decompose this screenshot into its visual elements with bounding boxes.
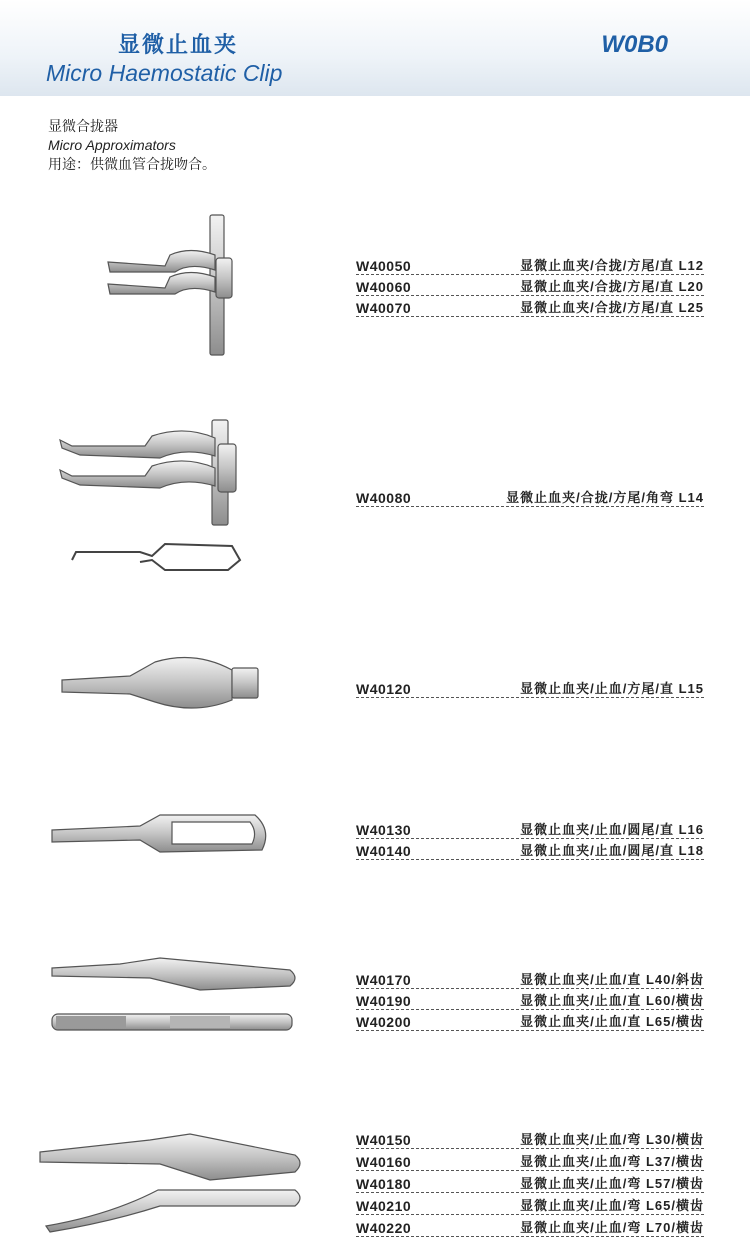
product-code: W40120: [356, 681, 412, 697]
product-description: 显微止血夹/止血/弯 L57/横齿: [520, 1176, 704, 1191]
section-code: W0B0: [601, 31, 668, 58]
product-description: 显微止血夹/止血/弯 L37/横齿: [520, 1154, 704, 1169]
wire-applicator-illustration: [72, 544, 240, 570]
product-code: W40170: [356, 972, 412, 988]
product-code: W40160: [356, 1154, 412, 1170]
product-code: W40080: [356, 490, 412, 506]
clip-square-tail-illustration: [62, 658, 258, 709]
product-code: W40220: [356, 1220, 412, 1236]
product-code: W40130: [356, 822, 412, 838]
product-code: W40050: [356, 258, 412, 274]
approximator-angled-illustration: [60, 420, 236, 525]
product-description: 显微止血夹/止血/直 L40/斜齿: [520, 972, 704, 987]
clip-curved-forceps-illustration: [40, 1134, 300, 1232]
title-english: Micro Haemostatic Clip: [46, 60, 283, 86]
product-row: [356, 1172, 704, 1193]
clip-round-tail-illustration: [52, 815, 266, 852]
product-code: W40210: [356, 1198, 412, 1214]
product-description: 显微止血夹/合拢/方尾/角弯 L14: [506, 490, 704, 505]
intro-chinese-title: 显微合拢器: [48, 118, 118, 134]
product-row: [356, 1128, 704, 1149]
product-row: [356, 818, 704, 839]
intro-usage: 用途：供微血管合拢吻合。: [48, 156, 216, 172]
product-row: [356, 1150, 704, 1171]
product-row: [356, 254, 704, 275]
product-row: [356, 486, 704, 507]
approximator-straight-illustration: [108, 215, 232, 355]
intro-english-title: Micro Approximators: [48, 137, 176, 153]
product-description: 显微止血夹/止血/弯 L30/横齿: [520, 1132, 704, 1147]
product-description: 显微止血夹/止血/方尾/直 L15: [520, 681, 704, 696]
product-code: W40200: [356, 1014, 412, 1030]
product-description: 显微止血夹/合拢/方尾/直 L25: [520, 300, 704, 315]
product-code: W40060: [356, 279, 412, 295]
product-row: [356, 1010, 704, 1031]
product-row: [356, 677, 704, 698]
product-code: W40070: [356, 300, 412, 316]
product-description: 显微止血夹/止血/圆尾/直 L18: [520, 843, 704, 858]
product-description: 显微止血夹/止血/直 L65/横齿: [520, 1014, 704, 1029]
clip-straight-forceps-illustration: [52, 958, 295, 1030]
product-row: [356, 1216, 704, 1237]
product-code: W40190: [356, 993, 412, 1009]
product-row: [356, 1194, 704, 1215]
product-description: 显微止血夹/止血/弯 L70/横齿: [520, 1220, 704, 1235]
product-description: 显微止血夹/合拢/方尾/直 L12: [520, 258, 704, 273]
product-description: 显微止血夹/止血/弯 L65/横齿: [520, 1198, 704, 1213]
title-chinese: 显微止血夹: [118, 32, 239, 57]
product-row: [356, 839, 704, 860]
product-row: [356, 296, 704, 317]
product-description: 显微止血夹/止血/直 L60/横齿: [520, 993, 704, 1008]
product-code: W40140: [356, 843, 412, 859]
product-description: 显微止血夹/合拢/方尾/直 L20: [520, 279, 704, 294]
product-row: [356, 275, 704, 296]
product-code: W40150: [356, 1132, 412, 1148]
product-row: [356, 968, 704, 989]
product-description: 显微止血夹/止血/圆尾/直 L16: [520, 822, 704, 837]
product-row: [356, 989, 704, 1010]
product-code: W40180: [356, 1176, 412, 1192]
